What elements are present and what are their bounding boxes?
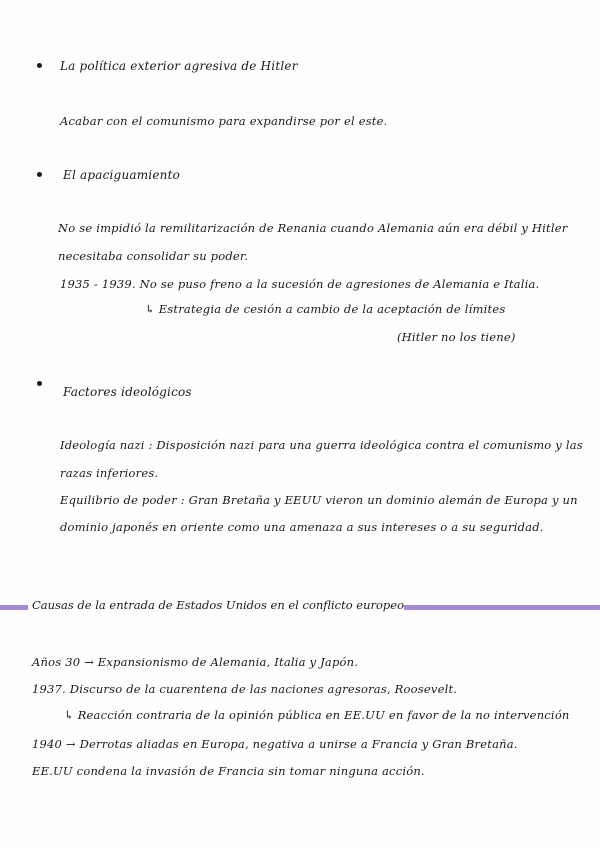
text-line: 1935 - 1939. No se puso freno a la sucesión de agresiones de Alemania e Italia. [60,277,540,291]
section-heading-apaciguamiento: El apaciguamiento [63,168,181,182]
text-line: 1940 → Derrotas aliadas en Europa, negativa a unirse a Francia y Gran Bretaña. [32,737,518,751]
section-text: Acabar con el comunismo para expandirse por el este. [60,114,388,128]
text-line: razas inferiores. [60,466,159,480]
bullet-icon [37,172,42,177]
text-line: Equilibrio de poder : Gran Bretaña y EEUU vieron un dominio alemán de Europa y un [60,493,578,507]
text-line: ↳ Reacción contraria de la opinión pública en EE.UU en favor de la no intervención [64,708,570,722]
divider-band-right [392,605,600,610]
text-line: dominio japonés en oriente como una amenaza a sus intereses o a su seguridad. [60,520,544,534]
text-line: necesitaba consolidar su poder. [58,249,249,263]
section-heading-politica-exterior: La política exterior agresiva de Hitler [60,59,298,73]
text-line: EE.UU condena la invasión de Francia sin tomar ninguna acción. [32,764,425,778]
section-title-causas: Causas de la entrada de Estados Unidos en el conflicto europeo [32,598,404,612]
text-line: ↳ Estrategia de cesión a cambio de la aceptación de límites [145,302,506,316]
bullet-icon [37,381,42,386]
section-heading-factores-ideologicos: Factores ideológicos [63,385,192,399]
text-line: Años 30 → Expansionismo de Alemania, Italia y Japón. [32,655,359,669]
text-line: No se impidió la remilitarización de Renania cuando Alemania aún era débil y Hitler [58,221,568,235]
text-line: Ideología nazi : Disposición nazi para una guerra ideológica contra el comunismo y las [60,438,583,452]
text-line: (Hitler no los tiene) [397,330,516,344]
divider-band-left [0,605,28,610]
text-line: 1937. Discurso de la cuarentena de las naciones agresoras, Roosevelt. [32,682,458,696]
bullet-icon [37,63,42,68]
